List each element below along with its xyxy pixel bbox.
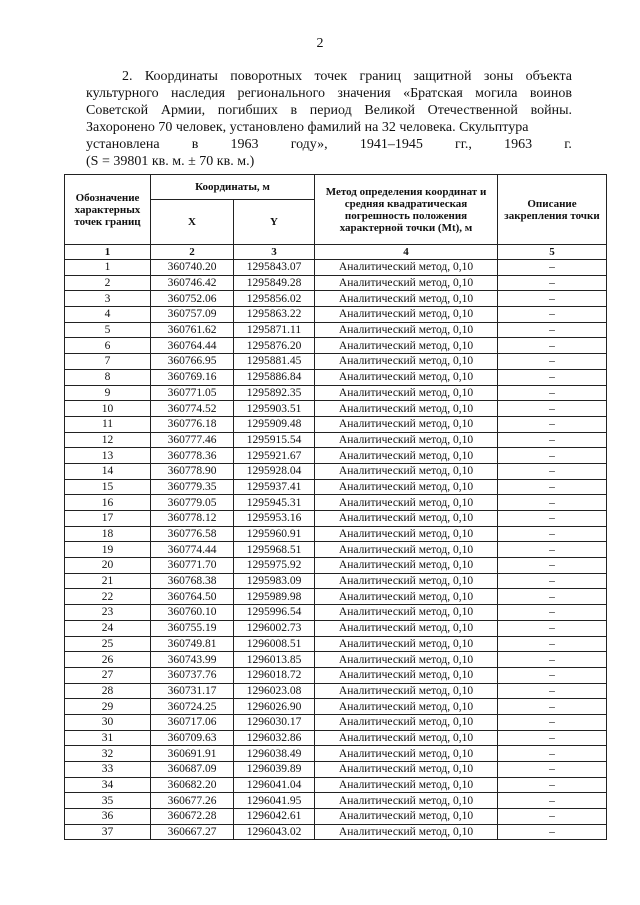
cell-x: 360774.44: [151, 542, 234, 558]
intro-word: 1963: [504, 137, 533, 152]
table-body: [65, 260, 607, 840]
cell-point-number: 2: [65, 275, 151, 291]
cell-description: –: [498, 699, 607, 715]
table-row: [65, 322, 607, 338]
table-row: [65, 667, 607, 683]
table-row: [65, 385, 607, 401]
cell-y: 1296039.89: [234, 762, 315, 778]
intro-spread-line: [86, 136, 572, 153]
cell-x: 360709.63: [151, 730, 234, 746]
cell-x: 360777.46: [151, 432, 234, 448]
table-row: [65, 620, 607, 636]
cell-description: –: [498, 683, 607, 699]
cell-description: –: [498, 385, 607, 401]
cell-method: Аналитический метод, 0,10: [315, 354, 498, 370]
column-number: 5: [498, 245, 607, 260]
header-method: Метод определения координат и средняя квадратическая погрешность положения характерной точки (Мt), м: [315, 175, 498, 245]
cell-y: 1296041.95: [234, 793, 315, 809]
table-row: [65, 730, 607, 746]
cell-x: 360691.91: [151, 746, 234, 762]
cell-point-number: 16: [65, 495, 151, 511]
cell-method: Аналитический метод, 0,10: [315, 432, 498, 448]
cell-point-number: 22: [65, 589, 151, 605]
cell-y: 1295843.07: [234, 260, 315, 276]
cell-method: Аналитический метод, 0,10: [315, 463, 498, 479]
cell-x: 360778.36: [151, 448, 234, 464]
cell-y: 1295876.20: [234, 338, 315, 354]
intro-word: гг.,: [455, 137, 472, 152]
cell-x: 360737.76: [151, 667, 234, 683]
table-row: [65, 369, 607, 385]
cell-method: Аналитический метод, 0,10: [315, 824, 498, 840]
cell-x: 360776.58: [151, 526, 234, 542]
intro-word: 1941–1945: [359, 137, 423, 152]
cell-description: –: [498, 558, 607, 574]
cell-point-number: 28: [65, 683, 151, 699]
table-row: [65, 432, 607, 448]
table-row: [65, 824, 607, 840]
cell-y: 1295996.54: [234, 605, 315, 621]
table-row: [65, 652, 607, 668]
cell-method: Аналитический метод, 0,10: [315, 714, 498, 730]
cell-x: 360771.70: [151, 558, 234, 574]
cell-x: 360682.20: [151, 777, 234, 793]
table-row: [65, 542, 607, 558]
table-row: [65, 260, 607, 276]
cell-point-number: 27: [65, 667, 151, 683]
cell-y: 1295881.45: [234, 354, 315, 370]
table-row: [65, 573, 607, 589]
cell-point-number: 4: [65, 307, 151, 323]
cell-description: –: [498, 636, 607, 652]
cell-x: 360724.25: [151, 699, 234, 715]
table-row: [65, 291, 607, 307]
cell-point-number: 14: [65, 463, 151, 479]
cell-x: 360746.42: [151, 275, 234, 291]
cell-y: 1295871.11: [234, 322, 315, 338]
cell-method: Аналитический метод, 0,10: [315, 683, 498, 699]
cell-point-number: 11: [65, 416, 151, 432]
cell-y: 1295849.28: [234, 275, 315, 291]
cell-method: Аналитический метод, 0,10: [315, 620, 498, 636]
cell-x: 360764.50: [151, 589, 234, 605]
cell-y: 1295909.48: [234, 416, 315, 432]
intro-word: 1963: [230, 137, 259, 152]
cell-method: Аналитический метод, 0,10: [315, 746, 498, 762]
cell-x: 360768.38: [151, 573, 234, 589]
cell-y: 1296026.90: [234, 699, 315, 715]
table-row: [65, 777, 607, 793]
cell-y: 1295968.51: [234, 542, 315, 558]
cell-point-number: 15: [65, 479, 151, 495]
cell-y: 1296030.17: [234, 714, 315, 730]
cell-y: 1295975.92: [234, 558, 315, 574]
cell-description: –: [498, 620, 607, 636]
cell-y: 1296008.51: [234, 636, 315, 652]
cell-method: Аналитический метод, 0,10: [315, 448, 498, 464]
cell-x: 360779.35: [151, 479, 234, 495]
cell-y: 1295863.22: [234, 307, 315, 323]
cell-description: –: [498, 526, 607, 542]
header-y: Y: [234, 200, 315, 245]
table-row: [65, 636, 607, 652]
cell-y: 1296043.02: [234, 824, 315, 840]
cell-x: 360774.52: [151, 401, 234, 417]
cell-method: Аналитический метод, 0,10: [315, 479, 498, 495]
cell-x: 360667.27: [151, 824, 234, 840]
table-row: [65, 401, 607, 417]
cell-x: 360778.90: [151, 463, 234, 479]
cell-x: 360752.06: [151, 291, 234, 307]
column-number: 4: [315, 245, 498, 260]
table-row: [65, 699, 607, 715]
cell-method: Аналитический метод, 0,10: [315, 605, 498, 621]
column-number: 1: [65, 245, 151, 260]
cell-point-number: 21: [65, 573, 151, 589]
table-row: [65, 511, 607, 527]
column-number: 2: [151, 245, 234, 260]
cell-x: 360766.95: [151, 354, 234, 370]
cell-method: Аналитический метод, 0,10: [315, 338, 498, 354]
cell-x: 360677.26: [151, 793, 234, 809]
cell-y: 1295960.91: [234, 526, 315, 542]
cell-point-number: 29: [65, 699, 151, 715]
cell-method: Аналитический метод, 0,10: [315, 526, 498, 542]
cell-description: –: [498, 275, 607, 291]
cell-method: Аналитический метод, 0,10: [315, 369, 498, 385]
cell-method: Аналитический метод, 0,10: [315, 589, 498, 605]
cell-y: 1296002.73: [234, 620, 315, 636]
cell-method: Аналитический метод, 0,10: [315, 291, 498, 307]
table-row: [65, 338, 607, 354]
table-row: [65, 683, 607, 699]
cell-point-number: 31: [65, 730, 151, 746]
cell-y: 1295915.54: [234, 432, 315, 448]
cell-method: Аналитический метод, 0,10: [315, 401, 498, 417]
cell-method: Аналитический метод, 0,10: [315, 809, 498, 825]
cell-point-number: 19: [65, 542, 151, 558]
cell-y: 1296023.08: [234, 683, 315, 699]
table-row: [65, 793, 607, 809]
cell-method: Аналитический метод, 0,10: [315, 652, 498, 668]
table-row: [65, 463, 607, 479]
cell-y: 1296018.72: [234, 667, 315, 683]
cell-point-number: 37: [65, 824, 151, 840]
cell-y: 1295983.09: [234, 573, 315, 589]
header-designation: Обозначение характерных точек границ: [65, 175, 151, 245]
table-row: [65, 495, 607, 511]
intro-word: г.: [564, 137, 572, 152]
cell-method: Аналитический метод, 0,10: [315, 699, 498, 715]
cell-description: –: [498, 793, 607, 809]
cell-description: –: [498, 463, 607, 479]
column-number-row: [65, 245, 607, 260]
cell-point-number: 35: [65, 793, 151, 809]
cell-method: Аналитический метод, 0,10: [315, 667, 498, 683]
cell-method: Аналитический метод, 0,10: [315, 730, 498, 746]
cell-description: –: [498, 605, 607, 621]
cell-y: 1295892.35: [234, 385, 315, 401]
cell-description: –: [498, 448, 607, 464]
cell-description: –: [498, 479, 607, 495]
table-row: [65, 589, 607, 605]
cell-description: –: [498, 824, 607, 840]
cell-description: –: [498, 746, 607, 762]
cell-x: 360717.06: [151, 714, 234, 730]
cell-x: 360779.05: [151, 495, 234, 511]
cell-y: 1296013.85: [234, 652, 315, 668]
table-row: [65, 275, 607, 291]
cell-x: 360731.17: [151, 683, 234, 699]
cell-point-number: 36: [65, 809, 151, 825]
cell-y: 1295945.31: [234, 495, 315, 511]
table-row: [65, 605, 607, 621]
intro-paragraph: [86, 68, 572, 170]
cell-description: –: [498, 307, 607, 323]
cell-description: –: [498, 809, 607, 825]
cell-point-number: 30: [65, 714, 151, 730]
area-text: (S = 39801 кв. м. ± 70 кв. м.): [86, 154, 255, 169]
cell-x: 360757.09: [151, 307, 234, 323]
cell-y: 1295886.84: [234, 369, 315, 385]
cell-method: Аналитический метод, 0,10: [315, 573, 498, 589]
cell-description: –: [498, 495, 607, 511]
cell-point-number: 18: [65, 526, 151, 542]
cell-description: –: [498, 401, 607, 417]
header-description: Описание закрепления точки: [498, 175, 607, 245]
intro-word: установлена: [86, 137, 160, 152]
cell-point-number: 25: [65, 636, 151, 652]
cell-x: 360755.19: [151, 620, 234, 636]
coordinates-table: [64, 174, 607, 840]
cell-description: –: [498, 369, 607, 385]
cell-point-number: 7: [65, 354, 151, 370]
cell-y: 1295989.98: [234, 589, 315, 605]
cell-y: 1296042.61: [234, 809, 315, 825]
cell-description: –: [498, 416, 607, 432]
cell-y: 1296038.49: [234, 746, 315, 762]
cell-method: Аналитический метод, 0,10: [315, 416, 498, 432]
cell-y: 1295921.67: [234, 448, 315, 464]
cell-point-number: 33: [65, 762, 151, 778]
cell-description: –: [498, 777, 607, 793]
cell-y: 1296041.04: [234, 777, 315, 793]
cell-x: 360776.18: [151, 416, 234, 432]
cell-description: –: [498, 714, 607, 730]
table-row: [65, 526, 607, 542]
cell-method: Аналитический метод, 0,10: [315, 793, 498, 809]
cell-description: –: [498, 667, 607, 683]
cell-x: 360771.05: [151, 385, 234, 401]
table-row: [65, 354, 607, 370]
cell-x: 360687.09: [151, 762, 234, 778]
cell-method: Аналитический метод, 0,10: [315, 260, 498, 276]
table-row: [65, 558, 607, 574]
header-x: X: [151, 200, 234, 245]
cell-x: 360672.28: [151, 809, 234, 825]
cell-method: Аналитический метод, 0,10: [315, 558, 498, 574]
cell-method: Аналитический метод, 0,10: [315, 511, 498, 527]
cell-description: –: [498, 322, 607, 338]
table-row: [65, 416, 607, 432]
cell-y: 1295903.51: [234, 401, 315, 417]
cell-point-number: 12: [65, 432, 151, 448]
cell-x: 360769.16: [151, 369, 234, 385]
cell-x: 360761.62: [151, 322, 234, 338]
cell-description: –: [498, 762, 607, 778]
cell-description: –: [498, 730, 607, 746]
cell-point-number: 13: [65, 448, 151, 464]
cell-x: 360743.99: [151, 652, 234, 668]
cell-description: –: [498, 432, 607, 448]
cell-point-number: 17: [65, 511, 151, 527]
cell-y: 1295937.41: [234, 479, 315, 495]
intro-text: 2. Координаты поворотных точек границ защитной зоны объекта культурного наследия регионального значения «Братская могила воинов Советской Армии, погибших в период Великой Отечественной войны. Захоронено 70 человек, установлено фамилий на 32 человека. Скульптура: [86, 69, 572, 135]
cell-method: Аналитический метод, 0,10: [315, 307, 498, 323]
cell-x: 360764.44: [151, 338, 234, 354]
cell-method: Аналитический метод, 0,10: [315, 762, 498, 778]
cell-x: 360778.12: [151, 511, 234, 527]
cell-y: 1296032.86: [234, 730, 315, 746]
cell-y: 1295928.04: [234, 463, 315, 479]
cell-method: Аналитический метод, 0,10: [315, 636, 498, 652]
cell-method: Аналитический метод, 0,10: [315, 385, 498, 401]
cell-y: 1295856.02: [234, 291, 315, 307]
cell-x: 360749.81: [151, 636, 234, 652]
header-coordinates: Координаты, м: [151, 175, 315, 200]
cell-x: 360740.20: [151, 260, 234, 276]
cell-description: –: [498, 589, 607, 605]
cell-point-number: 32: [65, 746, 151, 762]
cell-point-number: 23: [65, 605, 151, 621]
table-row: [65, 448, 607, 464]
cell-point-number: 5: [65, 322, 151, 338]
cell-y: 1295953.16: [234, 511, 315, 527]
cell-point-number: 20: [65, 558, 151, 574]
table-row: [65, 479, 607, 495]
cell-method: Аналитический метод, 0,10: [315, 322, 498, 338]
column-number: 3: [234, 245, 315, 260]
table-row: [65, 762, 607, 778]
table-row: [65, 746, 607, 762]
cell-method: Аналитический метод, 0,10: [315, 495, 498, 511]
cell-description: –: [498, 338, 607, 354]
cell-description: –: [498, 260, 607, 276]
cell-point-number: 26: [65, 652, 151, 668]
cell-method: Аналитический метод, 0,10: [315, 777, 498, 793]
cell-x: 360760.10: [151, 605, 234, 621]
cell-point-number: 9: [65, 385, 151, 401]
cell-method: Аналитический метод, 0,10: [315, 275, 498, 291]
intro-word: в: [191, 137, 199, 152]
table-row: [65, 714, 607, 730]
cell-point-number: 10: [65, 401, 151, 417]
cell-description: –: [498, 573, 607, 589]
table-row: [65, 307, 607, 323]
page-number: 2: [316, 36, 324, 51]
cell-description: –: [498, 542, 607, 558]
cell-method: Аналитический метод, 0,10: [315, 542, 498, 558]
cell-description: –: [498, 291, 607, 307]
cell-point-number: 3: [65, 291, 151, 307]
cell-point-number: 8: [65, 369, 151, 385]
cell-point-number: 1: [65, 260, 151, 276]
cell-description: –: [498, 652, 607, 668]
cell-description: –: [498, 354, 607, 370]
table-row: [65, 809, 607, 825]
cell-point-number: 24: [65, 620, 151, 636]
cell-point-number: 6: [65, 338, 151, 354]
intro-word: году»,: [290, 137, 328, 152]
cell-description: –: [498, 511, 607, 527]
cell-point-number: 34: [65, 777, 151, 793]
